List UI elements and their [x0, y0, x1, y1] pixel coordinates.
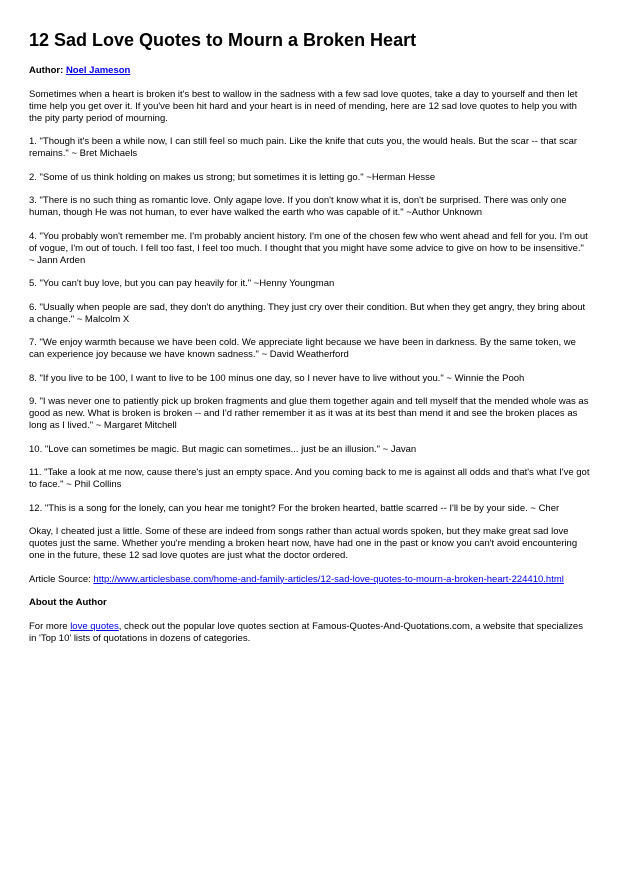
quote-1: 1. "Though it's been a while now, I can still feel so much pain. Like the knife that cuts you, the would heals. But the scar -- that scar remains." ~ Bret Michaels: [29, 136, 578, 159]
author-link[interactable]: Noel Jameson: [65, 65, 131, 76]
love-quotes-link[interactable]: love quotes: [70, 620, 119, 632]
about-author-paragraph: [29, 621, 592, 645]
intro-paragraph: Sometimes when a heart is broken it's best to wallow in the sadness with a few sad love quotes, take a day to yourself and then let time help you get over it. If you've been hit hard and your heart is in need of mending, here are 12 sad love quotes to help you with the pity party period of mourning.: [29, 88, 578, 124]
article-source-link[interactable]: http://www.articlesbase.com/home-and-family-articles/12-sad-love-quotes-to-mourn-a-broken-heart-224410.html: [93, 573, 564, 585]
quote-2: 2. "Some of us think holding on makes us strong; but sometimes it is letting go." ~Herman Hesse: [29, 171, 436, 183]
author-label: Author:: [29, 65, 66, 76]
quote-6: 6. "Usually when people are sad, they don't do anything. They just cry over their condition. But when they get angry, they bring about a change." ~ Malcolm X: [29, 301, 586, 325]
quote-5: 5. "You can't buy love, but you can pay heavily for it." ~Henny Youngman: [29, 278, 335, 289]
quote-7: 7. "We enjoy warmth because we have been cold. We appreciate light because we have been in darkness. By the same token, we can experience joy because we have known sadness." ~ David Weatherford: [29, 337, 576, 360]
about-author-heading: About the Author: [29, 597, 107, 608]
byline: [29, 65, 592, 77]
quote-10: 10. "Love can sometimes be magic. But magic can sometimes... just be an illusion." ~ Javan: [29, 443, 417, 455]
quote-9: 9. "I was never one to patiently pick up broken fragments and glue them together again and tell myself that the mended whole was as good as new. What is broken is broken -- and I'd rather remember it as it was at its best than mend it and see the broken places as long as I lived." ~ Margaret Mitchell: [29, 396, 589, 431]
article-source-label: Article Source:: [29, 573, 94, 585]
article-source-line: [29, 574, 592, 586]
page-title: 12 Sad Love Quotes to Mourn a Broken Heart: [29, 30, 417, 50]
quote-4: 4. "You probably won't remember me. I'm probably ancient history. I'm one of the chosen few who went ahead and fell for you. I'm out of vogue, I'm out of touch. I fell too fast, I feel too much. I thought that you might have some advice to give on how to be insensitive." ~ Jann Arden: [29, 230, 588, 266]
quote-12: 12. "This is a song for the lonely, can you hear me tonight? For the broken hearted, battle scarred -- I'll be by your side. ~ Cher: [29, 502, 560, 514]
quote-8: 8. "If you live to be 100, I want to live to be 100 minus one day, so I never have to live without you." ~ Winnie the Pooh: [29, 372, 525, 384]
closing-paragraph: Okay, I cheated just a little. Some of these are indeed from songs rather than actual words spoken, but they make great sad love quotes just the same. Whether you're mending a broken heart now, have had one in the past or know you can't avoid encountering one in the future, these 12 sad love quotes are just what the doctor ordered.: [29, 526, 578, 561]
quote-11: 11. "Take a look at me now, cause there's just an empty space. And you coming back to me is against all odds and that's what I've got to face." ~ Phil Collins: [29, 467, 590, 490]
about-text-before-link: For more: [29, 620, 71, 632]
quote-3: 3. "There is no such thing as romantic love. Only agape love. If you don't know what it is, don't be surprised. There was only one human, though He was not human, to ever have walked the earth who was capable of it." ~Author Unknown: [29, 195, 567, 218]
about-text-after-link: , check out the popular love quotes section at Famous-Quotes-And-Quotations.com, a website that specializes in 'Top 10' lists of quotations in dozens of categories.: [29, 620, 583, 644]
